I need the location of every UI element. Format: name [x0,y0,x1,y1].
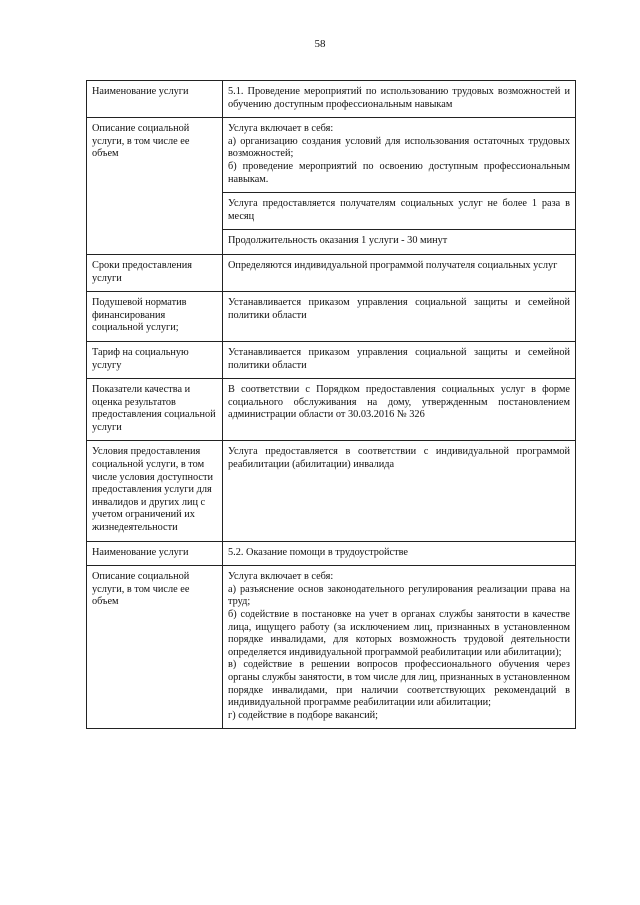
value-line: 5.1. Проведение мероприятий по использованию трудовых возможностей и обучению доступным профессиональным навыкам [228,86,570,110]
value-line: В соответствии с Порядком предоставления социальных услуг в форме социального обслуживания на дому, утвержденным постановлением администрации области от 30.03.2016 № 326 [228,384,570,421]
table-row [87,566,576,729]
row-value [223,230,576,255]
row-value [223,541,576,566]
value-line: Определяются индивидуальной программой получателя социальных услуг [228,259,558,271]
row-value [223,292,576,342]
table-row [87,81,576,118]
row-label: Наименование услуги [87,541,223,566]
table-row [87,341,576,378]
value-line: Услуга предоставляется получателям социальных услуг не более 1 раза в месяц [228,198,570,222]
table-row [87,118,576,193]
value-line: Услуга включает в себя: [228,571,334,583]
row-value [223,341,576,378]
row-value [223,81,576,118]
page-number: 58 [314,38,326,50]
value-line: Услуга предоставляется в соответствии с индивидуальной программой реабилитации (абилитации) инвалида [228,446,570,471]
row-label: Описание социальной услуги, в том числе ее объем [87,566,223,729]
value-line: а) разъяснение основ законодательного регулирования реализации права на труд; [228,583,570,608]
row-label: Условия предоставления социальной услуги, в том числе условия доступности предоставления услуги для инвалидов и других лиц с учетом ограничений их жизнедеятельности [87,441,223,541]
row-label: Показатели качества и оценка результатов предоставления социальной услуги [87,379,223,441]
value-line: б) содействие в постановке на учет в органах службы занятости в качестве лица, ищущего работу (за исключением лиц, признанных в установленном порядке инвалидами, для которых возможность трудовой деятельности определяется индивидуальной программой реабилитации или абилитации); [228,609,570,658]
value-line: а) организацию создания условий для использования остаточных трудовых возможностей; [228,135,570,160]
row-value [223,379,576,441]
services-table [86,80,576,729]
table-row [87,441,576,541]
row-label: Тариф на социальную услугу [87,341,223,378]
row-value [223,566,576,729]
row-label: Сроки предоставления услуги [87,254,223,291]
value-line: 5.2. Оказание помощи в трудоустройстве [228,546,408,558]
row-value [223,118,576,193]
table-row [87,292,576,342]
value-line: Продолжительность оказания 1 услуги - 30 минут [228,235,448,247]
row-label: Наименование услуги [87,81,223,118]
row-label: Подушевой норматив финансирования социальной услуги; [87,292,223,342]
value-line: б) проведение мероприятий по освоению доступным профессиональным навыкам. [228,160,570,185]
table-row [87,254,576,291]
value-line: Услуга включает в себя: [228,123,334,135]
row-value [223,441,576,541]
value-line: г) содействие в подборе вакансий; [228,709,378,721]
table-row [87,379,576,441]
value-line: Устанавливается приказом управления социальной защиты и семейной политики области [228,297,570,321]
value-line: в) содействие в решении вопросов профессионального обучения через органы службы занятости, в том числе для лиц, признанных в установленном порядке инвалидами, при наличии соответствующих рекомендаций в индивидуальной программе реабилитации или абилитации; [228,659,570,709]
row-label: Описание социальной услуги, в том числе ее объем [87,118,223,255]
value-line: Устанавливается приказом управления социальной защиты и семейной политики области [228,346,570,371]
table-row [87,541,576,566]
row-value [223,193,576,230]
row-value [223,254,576,291]
